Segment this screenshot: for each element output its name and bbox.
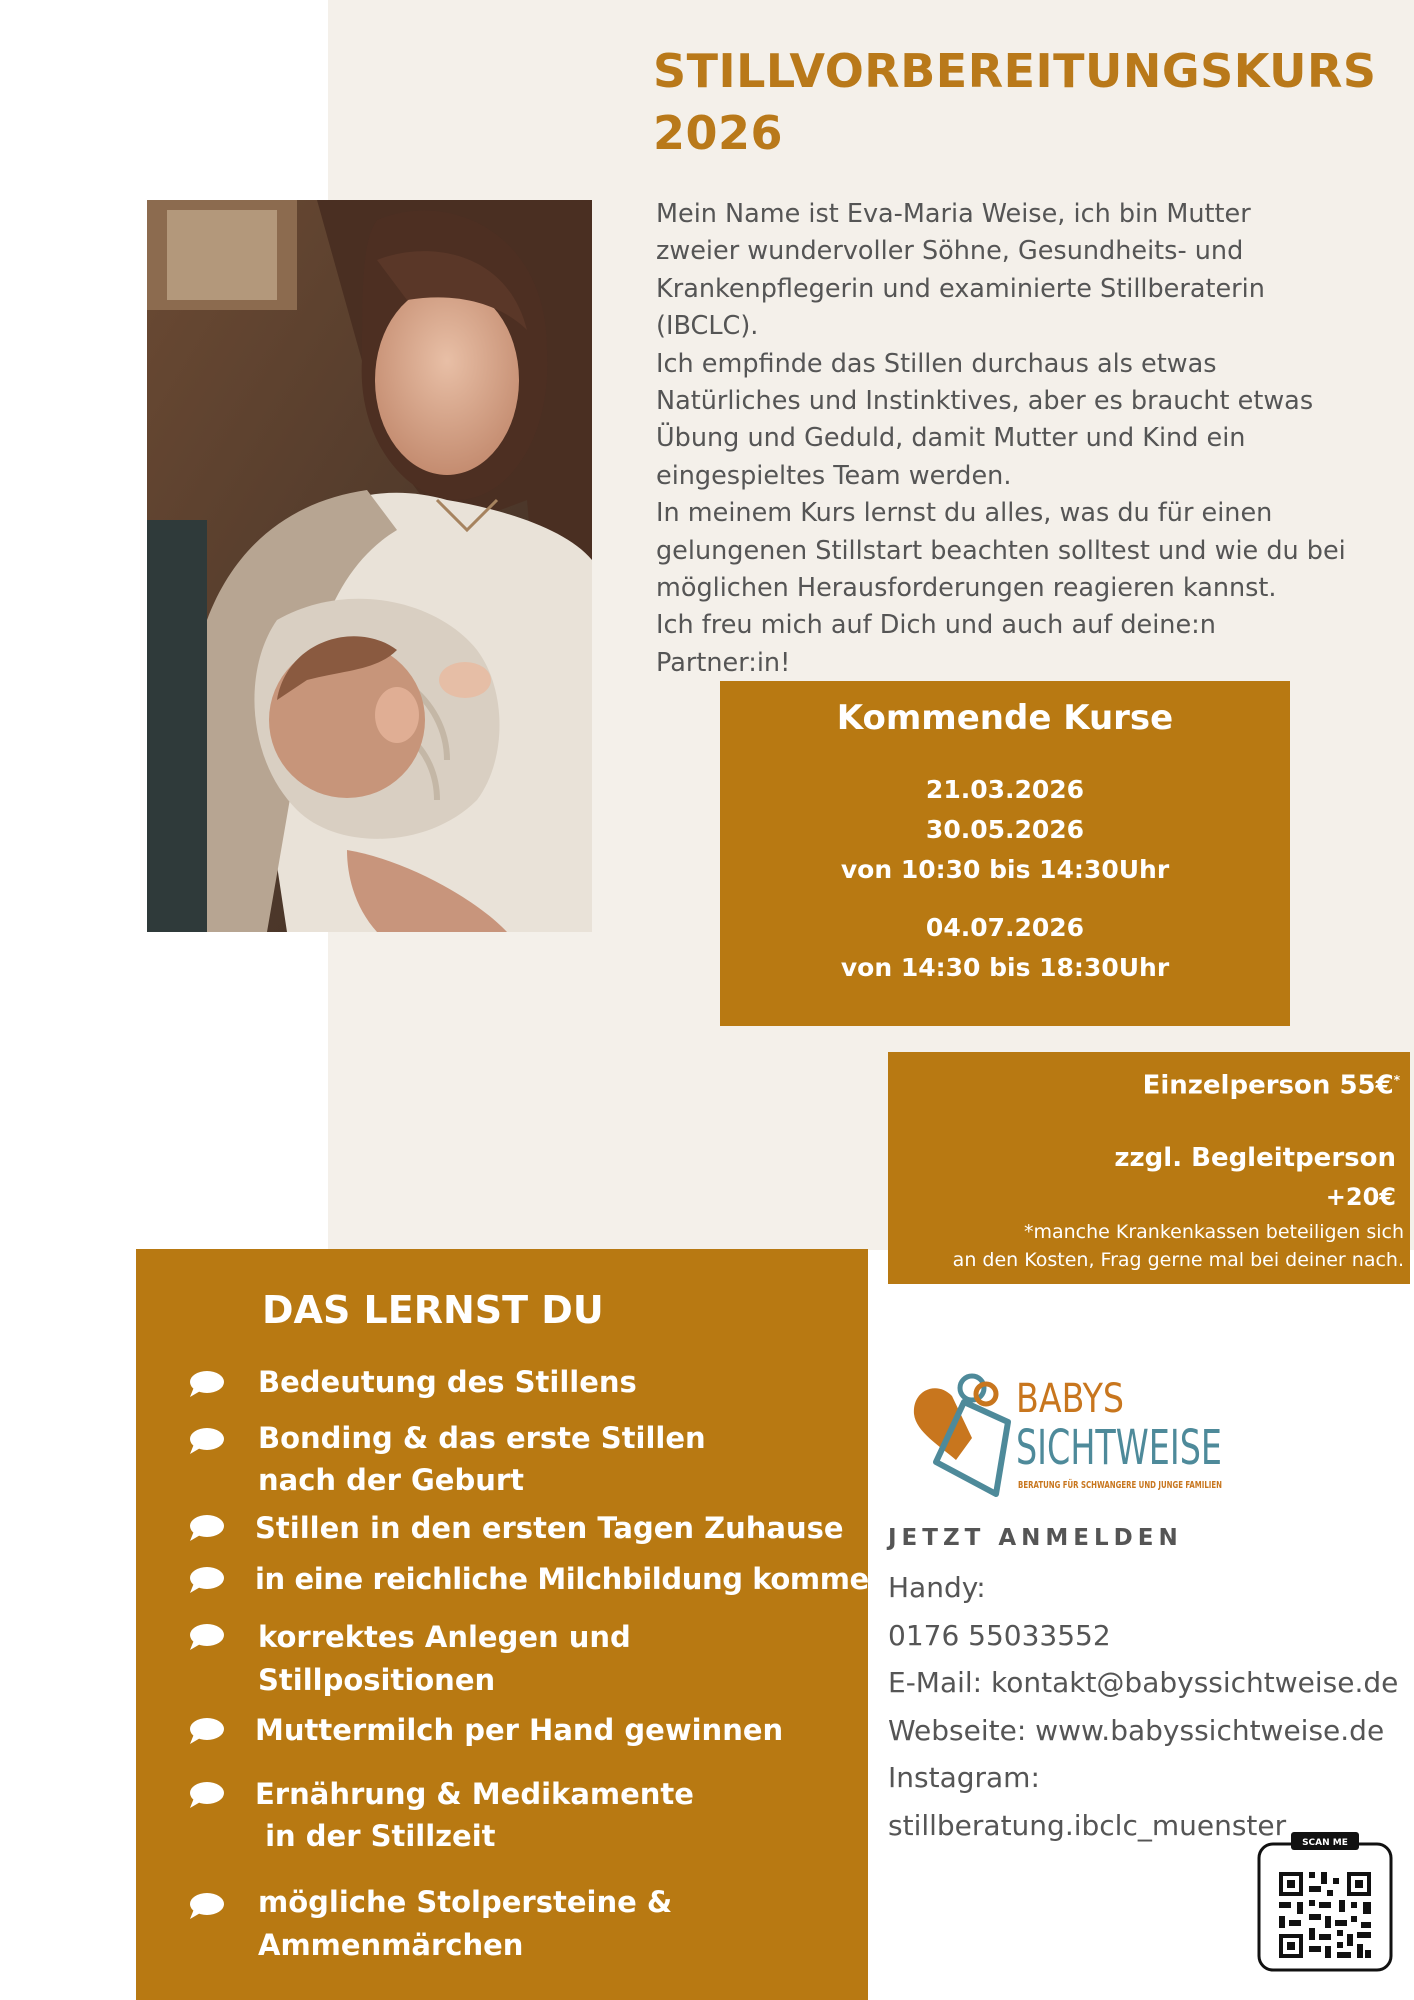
upcoming-courses-box: [720, 681, 1290, 1026]
speech-bubble-icon: [188, 1567, 224, 1593]
intro-text: [656, 196, 1356, 682]
instagram-handle[interactable]: stillberatung.ibclc_muenster: [888, 1808, 1287, 1842]
phone-label: Handy:: [888, 1571, 986, 1604]
intro-line: Ich empfinde das Stillen durchaus als etwas: [656, 348, 1217, 379]
list-item-text: Ammenmärchen: [258, 1928, 524, 1962]
logo-text-line1: BABYS: [1016, 1376, 1124, 1422]
list-item-text: Bonding & das erste Stillen: [258, 1421, 706, 1455]
list-item-text: Muttermilch per Hand gewinnen: [255, 1713, 784, 1747]
intro-line: Mein Name ist Eva-Maria Weise, ich bin Mutter: [656, 199, 1251, 229]
price-single-text: Einzelperson 55€: [1142, 1070, 1394, 1101]
course-time: von 14:30 bis 18:30Uhr: [840, 953, 1170, 982]
website-line[interactable]: Webseite: www.babyssichtweise.de: [888, 1713, 1385, 1747]
intro-line: zweier wundervoller Söhne, Gesundheits- und: [656, 236, 1244, 267]
intro-line: (IBCLC).: [656, 311, 759, 342]
price-note: [953, 1218, 1404, 1274]
list-item-text: mögliche Stolpersteine &: [258, 1885, 673, 1919]
speech-bubble-icon: [188, 1428, 224, 1454]
register-heading: JETZT ANMELDEN: [888, 1525, 1183, 1551]
price-box: [888, 1052, 1410, 1284]
title-line-2: 2026: [653, 106, 784, 160]
price-companion-amount: +20€: [1325, 1183, 1396, 1211]
speech-bubble-icon: [188, 1624, 224, 1650]
course-dates: [720, 770, 1290, 988]
speech-bubble-icon: [188, 1782, 224, 1808]
price-single: [1143, 1062, 1400, 1104]
babys-sichtweise-logo: [912, 1368, 1311, 1496]
intro-line: Übung und Geduld, damit Mutter und Kind ein: [656, 423, 1246, 454]
speech-bubble-icon: [188, 1718, 224, 1744]
phone-number[interactable]: 0176 55033552: [888, 1618, 1111, 1652]
course-date: 30.05.2026: [925, 815, 1085, 844]
course-time: von 10:30 bis 14:30Uhr: [840, 855, 1170, 884]
list-item-text: nach der Geburt: [258, 1463, 525, 1497]
speech-bubble-icon: [188, 1515, 224, 1541]
intro-line: Natürliches und Instinktives, aber es braucht etwas: [656, 386, 1314, 417]
list-item-text: in der Stillzeit: [255, 1819, 496, 1853]
price-asterisk: *: [1393, 1073, 1400, 1087]
course-date: 04.07.2026: [925, 913, 1085, 942]
title-line-1: STILLVORBEREITUNGSKURS: [653, 44, 1377, 98]
breastfeeding-photo: [147, 200, 592, 932]
page-title: [653, 40, 1377, 164]
list-item-text: Stillen in den ersten Tagen Zuhause: [255, 1511, 844, 1545]
learning-topics-box: [136, 1249, 890, 2000]
price-companion: zzgl. Begleitperson: [1114, 1143, 1396, 1173]
intro-line: Ich freu mich auf Dich und auch auf deine:n Partner:in!: [656, 610, 1216, 678]
list-item-text: korrektes Anlegen und: [258, 1620, 631, 1654]
intro-line: möglichen Herausforderungen reagieren kannst.: [656, 573, 1277, 604]
course-date: 21.03.2026: [925, 775, 1085, 804]
list-item-text: Ernährung & Medikamente: [255, 1777, 694, 1811]
intro-line: Krankenpflegerin und examinierte Stillberaterin: [656, 273, 1265, 304]
intro-line: gelungenen Stillstart beachten solltest und wie du bei: [656, 535, 1346, 566]
speech-bubble-icon: [188, 1371, 224, 1397]
instagram-label: Instagram:: [888, 1761, 1040, 1794]
price-note-line: *manche Krankenkassen beteiligen sich: [1023, 1221, 1404, 1243]
qr-label: SCAN ME: [1302, 1838, 1348, 1848]
list-item-text: Stillpositionen: [258, 1663, 496, 1697]
list-item-text: Bedeutung des Stillens: [258, 1365, 637, 1399]
intro-line: eingespieltes Team werden.: [656, 460, 1012, 491]
email-line[interactable]: E-Mail: kontakt@babyssichtweise.de: [888, 1666, 1399, 1699]
list-item-text: in eine reichliche Milchbildung kommen: [255, 1562, 890, 1596]
speech-bubble-icon: [188, 1893, 224, 1919]
logo-tagline: BERATUNG FÜR SCHWANGERE UND JUNGE FAMILIEN: [1018, 1480, 1311, 1491]
contact-section: [888, 1518, 1398, 1849]
qr-code[interactable]: [1257, 1830, 1393, 1972]
learn-heading: DAS LERNST DU: [262, 1288, 604, 1332]
logo-text-line2: SICHTWEISE: [1016, 1420, 1222, 1476]
courses-heading: Kommende Kurse: [836, 698, 1174, 738]
price-note-line: an den Kosten, Frag gerne mal bei deiner nach.: [952, 1249, 1404, 1271]
intro-line: In meinem Kurs lernst du alles, was du für einen: [656, 498, 1273, 529]
